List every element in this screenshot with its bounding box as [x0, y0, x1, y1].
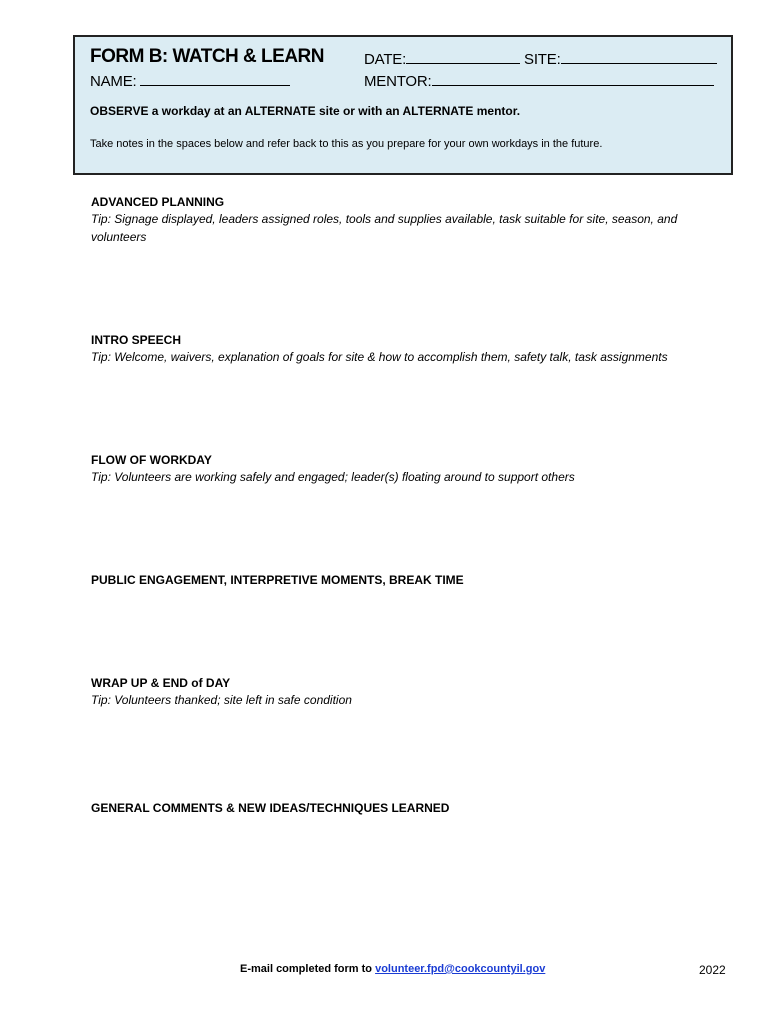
section-public-engagement	[91, 572, 711, 588]
form-title: FORM B: WATCH & LEARN	[90, 46, 325, 67]
mentor-field[interactable]	[364, 72, 714, 90]
date-field[interactable]	[364, 50, 717, 68]
site-label: SITE:	[524, 51, 561, 68]
section-intro-speech	[91, 332, 711, 366]
section-flow-of-workday	[91, 452, 711, 486]
section-advanced-planning	[91, 194, 711, 246]
date-blank-line[interactable]	[406, 50, 520, 64]
footer-year: 2022	[699, 963, 726, 977]
mentor-blank-line[interactable]	[432, 72, 714, 86]
section-heading: ADVANCED PLANNING	[91, 195, 225, 209]
section-heading: WRAP UP & END of DAY	[91, 676, 231, 690]
section-heading: INTRO SPEECH	[91, 333, 182, 347]
section-tip: Tip: Signage displayed, leaders assigned roles, tools and supplies available, task suitable for site, season, and volunteers	[91, 212, 678, 244]
section-tip: Tip: Welcome, waivers, explanation of goals for site & how to accomplish them, safety talk, task assignments	[91, 350, 668, 364]
section-heading: FLOW OF WORKDAY	[91, 453, 212, 467]
observe-instruction: OBSERVE a workday at an ALTERNATE site or with an ALTERNATE mentor.	[90, 104, 521, 118]
section-heading: PUBLIC ENGAGEMENT, INTERPRETIVE MOMENTS, BREAK TIME	[91, 573, 464, 587]
footer-instruction	[240, 963, 545, 975]
footer-prefix: E-mail completed form to	[240, 963, 376, 975]
email-link[interactable]: volunteer.fpd@cookcountyil.gov	[375, 963, 546, 975]
section-heading: GENERAL COMMENTS & NEW IDEAS/TECHNIQUES LEARNED	[91, 801, 450, 815]
notes-instruction: Take notes in the spaces below and refer back to this as you prepare for your own workdays in the future.	[90, 138, 603, 150]
section-wrap-up	[91, 675, 711, 709]
site-blank-line[interactable]	[561, 50, 717, 64]
name-field[interactable]	[90, 72, 290, 90]
section-general-comments	[91, 800, 711, 816]
name-label: NAME:	[90, 73, 137, 90]
section-tip: Tip: Volunteers are working safely and engaged; leader(s) floating around to support others	[91, 470, 575, 484]
name-blank-line[interactable]	[140, 72, 290, 86]
section-tip: Tip: Volunteers thanked; site left in safe condition	[91, 693, 352, 707]
form-header-box	[73, 35, 733, 175]
mentor-label: MENTOR:	[364, 73, 432, 90]
date-label: DATE:	[364, 51, 407, 68]
